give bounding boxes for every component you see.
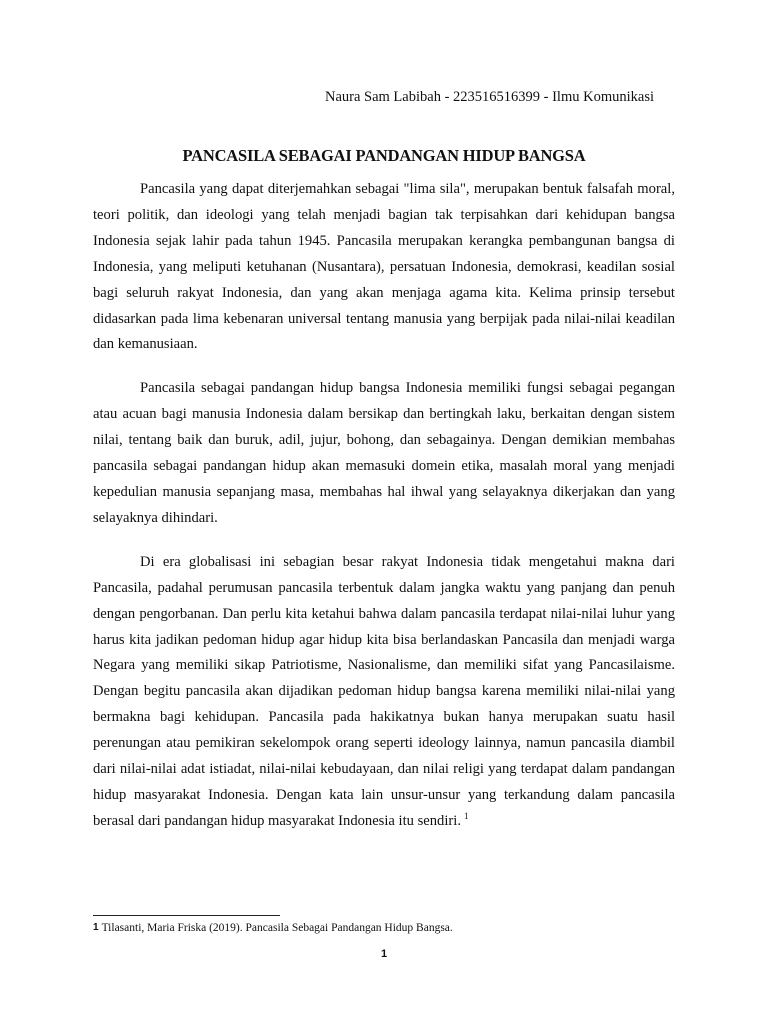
paragraph-1: Pancasila yang dapat diterjemahkan sebagai "lima sila", merupakan bentuk falsafah moral, teori politik, dan ideologi yang telah menjadi bagian tak terpisahkan dari kehidupan bangsa Indonesia sejak lahir pada tahun 1945. Pancasila merupakan kerangka pembangunan bangsa di Indonesia, yang meliputi ketuhanan (Nusantara), persatuan Indonesia, demokrasi, keadilan sosial bagi seluruh rakyat Indonesia, dan yang akan menjaga agama kita. Kelima prinsip tersebut didasarkan pada lima kebenaran universal tentang manusia yang berpijak pada nilai-nilai keadilan dan kemanusiaan. <box>93 181 675 353</box>
paragraph-3-text: Di era globalisasi ini sebagian besar rakyat Indonesia tidak mengetahui makna dari Pancasila, padahal perumusan pancasila terbentuk dalam jangka waktu yang panjang dan penuh dengan pengorbanan. Dan perlu kita ketahui bahwa dalam pancasila terdapat nilai-nilai luhur yang harus kita jadikan pedoman hidup agar hidup kita bisa berlandaskan Pancasila dan menjadi warga Negara yang memiliki sikap Patriotisme, Nasionalisme, dan memiliki sifat yang Pancasilaisme. Dengan begitu pancasila akan dijadikan pedoman hidup bangsa karena memiliki nilai-nilai yang bermakna bagi kehidupan. Pancasila pada hakikatnya bukan hanya merupakan suatu hasil perenungan atau pemikiran sekelompok orang seperti ideology lainnya, namun pancasila diambil dari nilai-nilai adat istiadat, nilai-nilai kebudayaan, dan nilai religi yang terdapat dalam pandangan hidup masyarakat Indonesia. Dengan kata lain unsur-unsur yang terkandung dalam pancasila berasal dari pandangan hidup masyarakat Indonesia itu sendiri. <box>93 553 675 829</box>
paragraph-2: Pancasila sebagai pandangan hidup bangsa Indonesia memiliki fungsi sebagai pegangan atau acuan bagi manusia Indonesia dalam bersikap dan bertingkah laku, berkaitan dengan sistem nilai, tentang baik dan buruk, adil, jujur, bohong, dan sebagainya. Dengan demikian membahas pancasila sebagai pandangan hidup akan memasuki domein etika, masalah moral yang menjadi kepedulian manusia sepanjang masa, membahas hal ihwal yang selayaknya dikerjakan dan yang selayaknya dihindari. <box>93 380 675 526</box>
author-header: Naura Sam Labibah - 223516516399 - Ilmu Komunikasi <box>324 89 654 105</box>
body-text <box>93 177 675 853</box>
page-number: 1 <box>380 948 388 960</box>
footnote-number: 1 <box>93 922 99 933</box>
footnote-reference[interactable]: 1 <box>463 810 469 821</box>
paragraph-3 <box>93 550 675 835</box>
footnote <box>93 921 693 935</box>
page-title: PANCASILA SEBAGAI PANDANGAN HIDUP BANGSA <box>182 146 586 165</box>
footnote-text: Tilasanti, Maria Friska (2019). Pancasila Sebagai Pandangan Hidup Bangsa. <box>101 922 453 934</box>
footnote-divider <box>93 915 280 916</box>
